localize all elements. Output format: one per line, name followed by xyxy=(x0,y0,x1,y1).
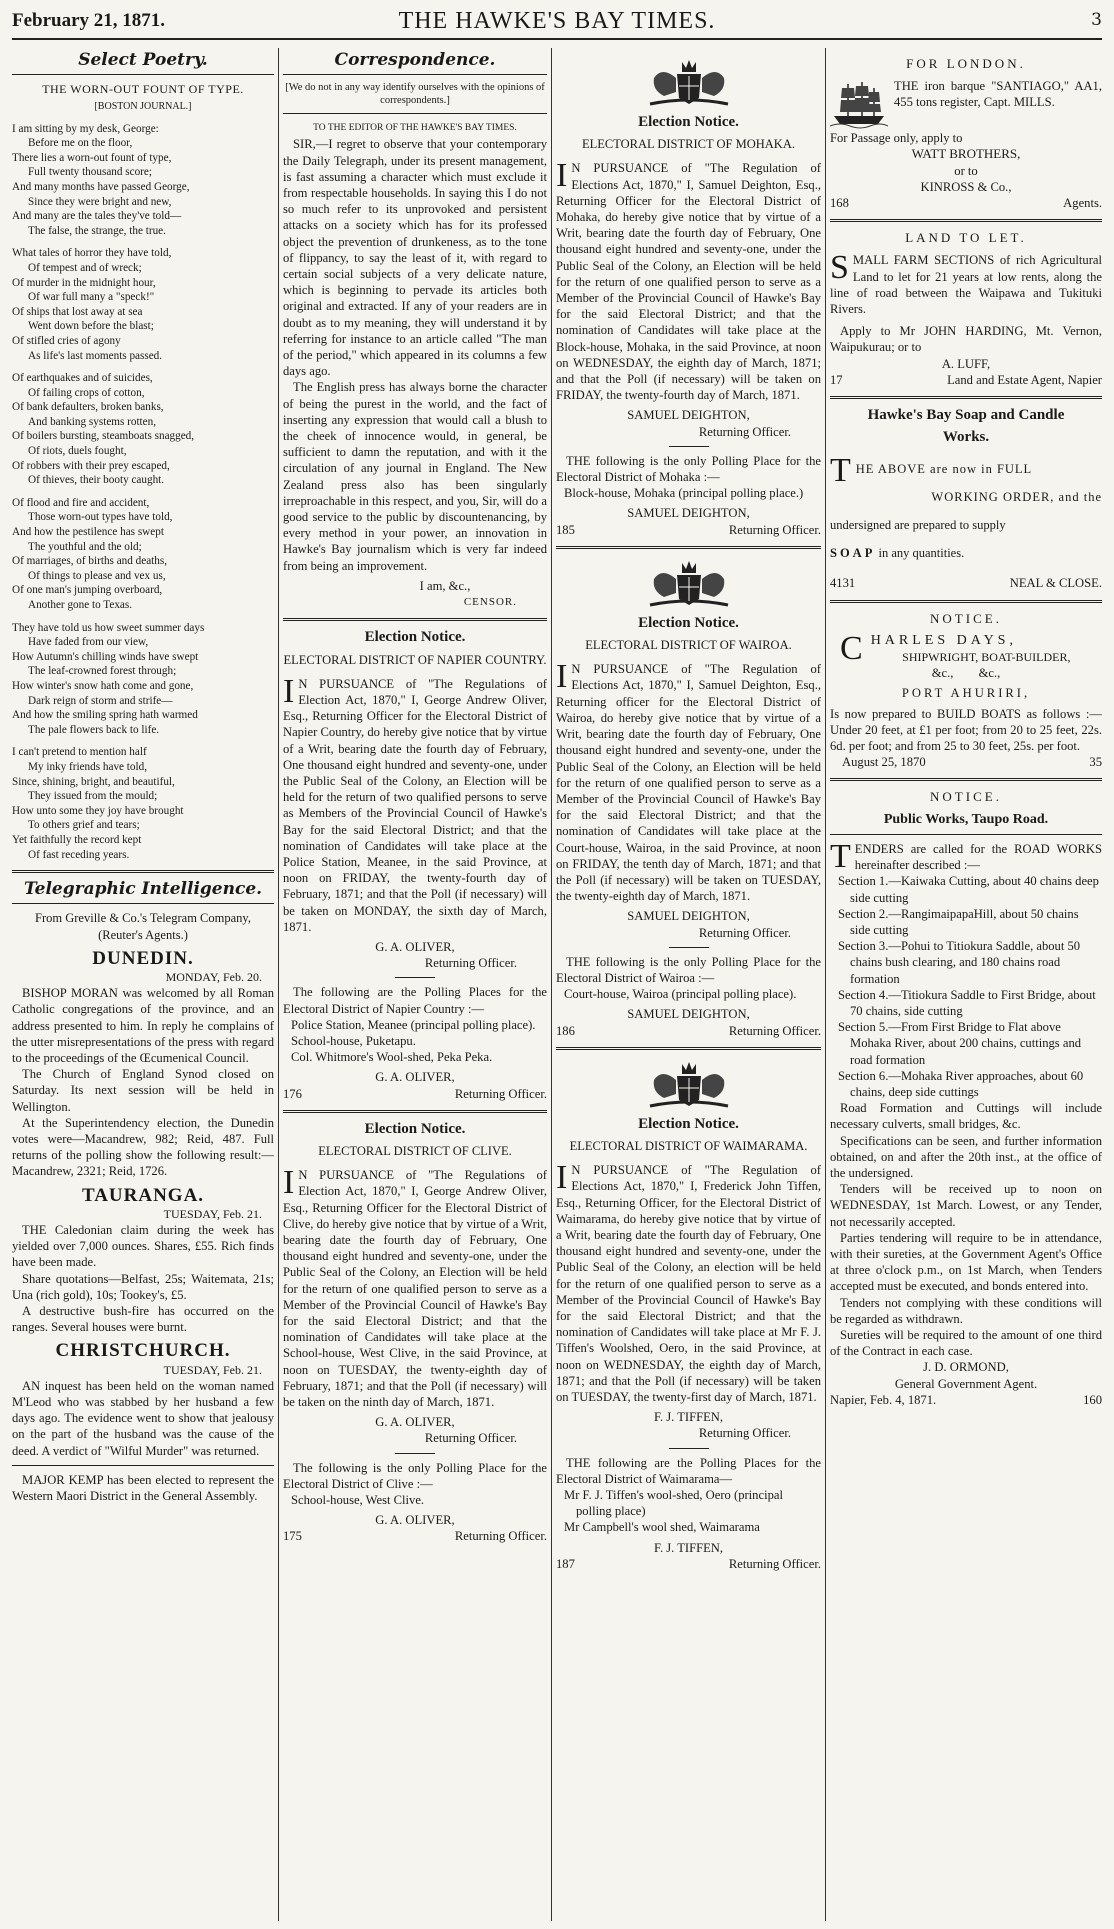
notice-district: ELECTORAL DISTRICT OF WAIROA. xyxy=(585,638,792,653)
mohaka-notice xyxy=(556,56,821,538)
notice-district: ELECTORAL DISTRICT OF CLIVE. xyxy=(318,1143,512,1158)
royal-crest-icon xyxy=(644,1058,734,1110)
tauranga-paragraph: A destructive bush-fire has occurred on the ranges. Several houses were burnt. xyxy=(12,1303,274,1335)
taupo-heading: NOTICE. xyxy=(930,789,1002,805)
poem-line: Since they were bright and new, xyxy=(28,195,172,208)
poem-line: How Autumn's chilling winds have swept xyxy=(12,650,199,663)
to-editor: TO THE EDITOR OF THE HAWKE'S BAY TIMES. xyxy=(313,123,517,134)
london-body: THE iron barque "SANTIAGO," AA1, 455 tons register, Capt. MILLS. xyxy=(894,79,1102,110)
column-rule xyxy=(825,48,826,1921)
poem-line: Since, shining, bright, and beautiful, xyxy=(12,775,175,788)
column-3 xyxy=(556,48,821,1921)
poem-line: Of one man's jumping overboard, xyxy=(12,584,163,597)
tauranga-heading: TAURANGA. xyxy=(81,1184,205,1206)
taupo-section: Section 6.—Mohaka River approaches, about 60 chains, deep side cuttings xyxy=(838,1068,1084,1099)
land-apply: Apply to Mr JOHN HARDING, Mt. Vernon, Waipukurau; or to xyxy=(830,324,1102,355)
page-number: 3 xyxy=(1091,10,1102,30)
taupo-role: General Government Agent. xyxy=(894,1376,1038,1391)
column-4 xyxy=(830,48,1102,1921)
notice-ref: 187 xyxy=(556,1556,575,1571)
poem-line: The false, the strange, the true. xyxy=(28,224,166,237)
land-ref: 17 xyxy=(830,372,843,387)
christchurch-news xyxy=(12,1378,274,1459)
notice-body: IN PURSUANCE of "The Regulation of Elections Act, 1870," I, Samuel Deighton, Esq., Returning officer for the Electoral District of Wairoa, do hereby give notice that by virtue of a Writ, bearing date the fourth day of February, One thousand eight hundred and seventy-one, under the Public Seal of the Colony, an Election will be held for the return of one qualified person to serve as a Member of the Provincial Council of Hawke's Bay for the said Electoral District; and that the nomination of Candidates will take place at the Court-house, Wairoa, in the said Province, at noon on FRIDAY, the tenth day of March, 1871; and that the Poll (if necessary) will be taken on TUESDAY, the twenty-eighth day of March, 1871. xyxy=(556,658,821,904)
notice-district: ELECTORAL DISTRICT OF WAIMARAMA. xyxy=(569,1138,808,1153)
christchurch-date: TUESDAY, Feb. 21. xyxy=(163,1362,262,1377)
land-body: SMALL FARM SECTIONS of rich Agricultural Land to let for 21 years at low rents, along the line of road between the Waipawa and Tukituki Rivers. xyxy=(830,249,1102,317)
taupo-paragraph: Parties tendering will require to be in attendance, with their sureties, at the Government Agent's Office at three o'clock p.m., on 1st March, when Tenders accepted must be executed, and bonds entered into. xyxy=(830,1230,1102,1294)
poem-line: Dark reign of storm and strife— xyxy=(28,694,173,707)
notice-signer-2: G. A. OLIVER, xyxy=(375,1070,455,1085)
column-2 xyxy=(283,48,547,1921)
days-place: PORT AHURIRI, xyxy=(901,686,1031,701)
soap-line-1: THE ABOVE are now in FULL xyxy=(830,452,1033,490)
poem-line: Of boilers bursting, steamboats snagged, xyxy=(12,430,195,443)
poem-line: Of flood and fire and accident, xyxy=(12,496,150,509)
poem-line: Of riots, duels fought, xyxy=(28,445,127,458)
notice-body: IN PURSUANCE of "The Regulations of Election Act, 1870," I, George Andrew Oliver, Esq., Returning Officer for the Electoral District of Clive, do hereby give notice that by virtue of a Writ, bearing date the fourth day of February, One thousand eight hundred and seventy-one, under the Public Seal of the Colony, an Election will be held for the return of one qualified person to serve as a Member of the Provincial Council of Hawke's Bay for the said Electoral District; and that the nomination of Candidates will take place at the School-house, West Clive, in the said Province, at noon on TUESDAY, the twenty-eighth day of February, 1871; and that the Poll (if necessary) will be taken on the ninth day of March, 1871. xyxy=(283,1164,547,1410)
notice-signer-2: G. A. OLIVER, xyxy=(375,1513,455,1528)
poem-line: As life's last moments passed. xyxy=(28,349,163,362)
taupo-section: Section 5.—From First Bridge to Flat above Mohaka River, about 200 chains, cuttings and road formation xyxy=(838,1020,1082,1067)
days-body: Is now prepared to BUILD BOATS as follows :—Under 20 feet, at £1 per foot; from 20 to 25 feet, 22s. 6d. per foot; and from 25 to 30 feet, 25s. per foot. xyxy=(830,706,1102,754)
poem-line: Of earthquakes and of suicides, xyxy=(12,372,153,385)
poem-line: My inky friends have told, xyxy=(28,760,148,773)
poem-line: Of thieves, their booty caught. xyxy=(28,474,165,487)
poem-line: How winter's snow hath come and gone, xyxy=(12,679,194,692)
taupo-section: Section 4.—Titiokura Saddle to First Bridge, about 70 chains, side cutting xyxy=(838,987,1096,1018)
poem-line: Of bank defaulters, broken banks, xyxy=(12,401,164,414)
notice-role: Returning Officer. xyxy=(698,424,791,439)
taupo-paragraph: Tenders will be received up to noon on WEDNESDAY, 1st March. Lowest, or any Tender, not necessarily accepted. xyxy=(830,1182,1102,1229)
dunedin-news xyxy=(12,985,274,1179)
poem-line: Of marriages, of births and deaths, xyxy=(12,555,168,568)
london-heading: FOR LONDON. xyxy=(906,56,1026,71)
land-luff: A. LUFF, xyxy=(941,356,991,371)
disclaimer: [We do not in any way identify ourselves with the opinions of correspondents.] xyxy=(285,82,545,107)
soap-heading-2: Works. xyxy=(942,429,990,446)
london-agents: Agents. xyxy=(1063,196,1102,211)
poem-line: The leaf-crowned forest through; xyxy=(28,665,177,678)
poem-line: There lies a worn-out fount of type, xyxy=(12,151,172,164)
notice-signer: SAMUEL DEIGHTON, xyxy=(627,909,750,924)
notice-role: Returning Officer. xyxy=(698,1426,791,1441)
ship-icon xyxy=(830,78,888,130)
notice-role: Returning Officer. xyxy=(698,925,791,940)
notice-body: IN PURSUANCE of "The Regulations of Election Act, 1870," I, George Andrew Oliver, Esq., Returning Officer for the Electoral District of Napier Country, do hereby give notice that by virtue of a Writ, bearing date the fourth day of February, One thousand eight hundred and seventy-one, under the Public Seal of the Colony, an Election will be held for the return of two qualified persons to serve as Members of the Provincial Council of Hawke's Bay for the said Electoral District; and that the nomination of Candidates will take place at the Police Station, Meanee, in the said Province, at noon on FRIDAY, the twenty-fourth day of February, 1871; and that the Poll (if necessary) will be taken on MONDAY, the sixth day of March, 1871. xyxy=(283,672,547,934)
letter-paragraph: The English press has always borne the character of being the purest in the world, and the fact of inserting any expression that would call a blush to the cheek of innocence would, in general, be sufficient to damn the reputation, and with it the circulation of any journal in England. The New Zealand press also has been singularly irreproachable in this respect, and you, Sir, will do a good service to the public by discountenancing, by every method in your power, an innovation in Hawke's Bay journalism which is very far indeed from being an improvement. xyxy=(283,380,547,573)
london-ref: 168 xyxy=(830,196,849,211)
poem-line: And banking systems rotten, xyxy=(28,415,157,428)
poem-line: They issued from the mould; xyxy=(28,790,158,803)
notice-heading: Election Notice. xyxy=(364,629,466,646)
dunedin-heading: DUNEDIN. xyxy=(92,947,194,969)
notice-district: ELECTORAL DISTRICT OF NAPIER COUNTRY. xyxy=(283,652,547,667)
soap-firm: NEAL & CLOSE. xyxy=(1009,576,1102,591)
telegram-source: From Greville & Co.'s Telegram Company, (Reuter's Agents.) xyxy=(35,911,251,942)
tauranga-news xyxy=(12,1222,274,1335)
notice-body: IN PURSUANCE of "The Regulation of Elections Act, 1870," I, Frederick John Tiffen, Esq., Returning Officer, for the Electoral District of Waimarama, do hereby give notice that by virtue of a Writ, bearing date the fourth day of February, One thousand eight hundred and seventy-one, under the Public Seal of the Colony, an election will be held for the return of one qualified person to serve as a Member of the Provincial Council of Hawke's Bay for the said Electoral District; and that the nomination of Candidates will take place at Mr F. J. Tiffen's Woolshed, Oero, in the said Province, at noon on WEDNESDAY, the eighth day of March, 1871; and that the Poll (if necessary) will be taken on TUESDAY, the twenty-first day of March, 1871. xyxy=(556,1159,821,1404)
notice-places-intro: THE following are the Polling Places for the Electoral District of Waimarama— xyxy=(556,1455,821,1486)
soap-ref: 4131 xyxy=(830,576,856,591)
land-luff-role: Land and Estate Agent, Napier xyxy=(947,372,1102,387)
notice-role-2: Returning Officer. xyxy=(454,1529,547,1544)
soap-heading: Hawke's Bay Soap and Candle xyxy=(867,407,1065,424)
poem-line: Of robbers with their prey escaped, xyxy=(12,459,170,472)
poem-stanza xyxy=(12,371,274,488)
days-ref: 35 xyxy=(1089,755,1102,770)
clive-notice xyxy=(283,1121,547,1545)
notice-body: IN PURSUANCE of "The Regulation of Elections Act, 1870," I, Samuel Deighton, Esq., Returning Officer for the Electoral District of Mohaka, do hereby give notice that by virtue of a Writ, bearing date the fourth day of February, One thousand eight hundred and seventy-one, under the Public Seal of the Colony, an Election will be held for the return of one qualified person to serve as a Member of the Provincial Council of Hawke's Bay for the said Electoral District; and that the nomination of Candidates will take place at the Block-house, Mohaka, in the said Province, at noon on WEDNESDAY, the eighth day of March, 1871; and that the Poll (if necessary) will be taken on FRIDAY, the twenty-fourth day of March, 1871. xyxy=(556,157,821,403)
waimarama-notice xyxy=(556,1058,821,1572)
notice-signer-2: F. J. TIFFEN, xyxy=(653,1540,724,1555)
notice-ref: 175 xyxy=(283,1529,302,1544)
polling-place: Court-house, Wairoa (principal polling place). xyxy=(564,987,797,1002)
poem-line: They have told us how sweet summer days xyxy=(12,621,205,634)
notice-role-2: Returning Officer. xyxy=(728,522,821,537)
poem-line: Before me on the floor, xyxy=(28,137,133,150)
dunedin-paragraph: BISHOP MORAN was welcomed by all Roman Catholic congregations of the province, and an address presented to him. In reply he complains of the utter misrepresentations of the press with regard to the proceedings of the Œcumenical Council. xyxy=(12,986,274,1065)
soap-line-2: WORKING ORDER, and the xyxy=(931,490,1102,505)
poem-line: And how the pestilence has swept xyxy=(12,526,164,539)
taupo-paragraph: Tenders not complying with these conditions will be regarded as withdrawn. xyxy=(830,1295,1102,1326)
poem-stanza xyxy=(12,745,274,862)
soap-word: SOAP xyxy=(830,546,876,561)
notice-heading: Election Notice. xyxy=(638,614,739,631)
dunedin-paragraph: At the Superintendency election, the Dunedin votes were—Macandrew, 982; Reid, 487. Full returns of the polling show the following result:—Macandrew, 2321; Reid, 1726. xyxy=(12,1115,274,1179)
taupo-paras xyxy=(830,1100,1102,1359)
taupo-section: Section 2.—RangimaipapaHill, about 50 chains side cutting xyxy=(838,906,1079,937)
royal-crest-icon xyxy=(644,557,734,609)
notice-places-intro: THE following is the only Polling Place for the Electoral District of Mohaka :— xyxy=(556,453,821,485)
poem-line: The pale flowers back to life. xyxy=(28,723,160,736)
column-1 xyxy=(12,48,274,1921)
notice-signer: F. J. TIFFEN, xyxy=(653,1410,724,1425)
poem-stanza xyxy=(12,621,274,738)
notice-places-intro: The following are the Polling Places for the Electoral District of Napier Country :— xyxy=(283,985,547,1016)
london-or: or to xyxy=(954,163,978,178)
poem-line: What tales of horror they have told, xyxy=(12,247,172,260)
polling-place: Police Station, Meanee (principal polling place). xyxy=(291,1017,536,1032)
poem-line: And many months have passed George, xyxy=(12,180,190,193)
land-heading: LAND TO LET. xyxy=(905,230,1027,246)
london-agent-2: KINROSS & Co., xyxy=(920,179,1012,194)
poem-line: Of murder in the midnight hour, xyxy=(12,276,156,289)
taupo-paragraph: Road Formation and Cuttings will include necessary culverts, small bridges, &c. xyxy=(830,1101,1102,1132)
letter-body xyxy=(283,136,547,573)
days-heading: NOTICE. xyxy=(930,610,1002,626)
taupo-sections xyxy=(830,873,1102,1100)
tauranga-date: TUESDAY, Feb. 21. xyxy=(163,1206,262,1221)
polling-place: Block-house, Mohaka (principal polling place.) xyxy=(564,486,804,501)
column-rule xyxy=(278,48,279,1921)
poem-title: THE WORN-OUT FOUNT OF TYPE. xyxy=(42,82,244,97)
poem-line: I can't pretend to mention half xyxy=(12,746,147,759)
correspondence-header: Correspondence. xyxy=(334,50,496,70)
masthead xyxy=(12,6,1102,40)
taupo-date: Napier, Feb. 4, 1871. xyxy=(830,1392,937,1407)
tauranga-paragraph: THE Caledonian claim during the week has yielded over 7,000 ounces. Shares, £55. Rich finds have been made. xyxy=(12,1222,274,1270)
taupo-signer: J. D. ORMOND, xyxy=(923,1360,1009,1375)
taupo-section: Section 3.—Pohui to Titiokura Saddle, about 50 chains bush clearing, and 180 chains road formation xyxy=(838,939,1081,986)
days-trade: SHIPWRIGHT, BOAT-BUILDER, xyxy=(902,650,1071,665)
london-agent-1: WATT BROTHERS, xyxy=(911,146,1021,162)
polling-place: Mr Campbell's wool shed, Waimarama xyxy=(564,1520,760,1535)
poem-stanza xyxy=(12,246,274,363)
polling-place: School-house, Puketapu. xyxy=(291,1033,416,1048)
taupo-section: Section 1.—Kaiwaka Cutting, about 40 chains deep side cutting xyxy=(838,874,1099,905)
poem-source: [BOSTON JOURNAL.] xyxy=(94,101,192,113)
notice-heading: Election Notice. xyxy=(364,1120,466,1137)
polling-place: Mr F. J. Tiffen's wool-shed, Oero (principal polling place) xyxy=(564,1488,783,1519)
notice-district: ELECTORAL DISTRICT OF MOHAKA. xyxy=(582,137,795,152)
poem-line: Went down before the blast; xyxy=(28,320,154,333)
notice-ref: 176 xyxy=(283,1086,302,1101)
poem-line: Of ships that lost away at sea xyxy=(12,305,143,318)
taupo-paragraph: Sureties will be required to the amount of one third of the Contract in each case. xyxy=(830,1327,1102,1359)
soap-line-4: in any quantities. xyxy=(878,546,965,561)
telegraphic-header: Telegraphic Intelligence. xyxy=(23,879,263,900)
poetry-header: Select Poetry. xyxy=(78,50,208,70)
notice-heading: Election Notice. xyxy=(638,1115,739,1132)
napier-notice xyxy=(283,629,547,1101)
notice-role: Returning Officer. xyxy=(424,956,517,971)
poem-line: The youthful and the old; xyxy=(28,540,142,553)
poem-line: And many are the tales they've told— xyxy=(12,210,182,223)
notice-heading: Election Notice. xyxy=(638,114,739,130)
notice-places-intro: THE following is the only Polling Place for the Electoral District of Wairoa :— xyxy=(556,954,821,985)
poem xyxy=(12,122,274,863)
tauranga-paragraph: Share quotations—Belfast, 25s; Waitemata, 21s; Una (rich gold), 10s; Tookey's, £5. xyxy=(12,1271,274,1302)
letter-paragraph: SIR,—I regret to observe that your contemporary the Daily Telegraph, under its present management, is fast assuming a character which must exclude it from respectable households. In saying this I do not so much refer to its unprovoked and persistent attacks on a society which has for its professed object the prevention of drunkeness, as to the tone of flippancy, to say the least of it, with regard to certain social subjects of a very delicate nature, which is beginning to pervade its articles both original and extracted. If any of your readers are in doubt as to my meaning, they will understand it by referring for instance to an article called "The man of the period," which appeared in its columns a few days ago. xyxy=(283,137,547,379)
poem-line: Of things to please and vex us, xyxy=(28,569,166,582)
notice-signer-2: SAMUEL DEIGHTON, xyxy=(627,1007,750,1022)
soap-line-3: undersigned are prepared to supply xyxy=(830,518,1006,533)
poem-line: To others grief and tears; xyxy=(28,819,140,832)
dunedin-date: MONDAY, Feb. 20. xyxy=(165,969,262,984)
notice-role-2: Returning Officer. xyxy=(454,1086,547,1101)
poem-line: Another gone to Texas. xyxy=(28,599,133,612)
christchurch-paragraph: AN inquest has been held on the woman named M'Leod who was stabbed by her husband a few days ago. The evidence went to show that jealousy on the part of the husband was the cause of the deed. A verdict of "Wilful Murder" was returned. xyxy=(12,1378,274,1458)
letter-closing: I am, &c., xyxy=(419,578,471,593)
kemp-news: MAJOR KEMP has been elected to represent the Western Maori District in the General Assembly. xyxy=(12,1472,274,1504)
london-passage: For Passage only, apply to xyxy=(830,131,963,146)
days-name: CHARLES DAYS, xyxy=(840,629,1017,667)
poem-line: Of failing crops of cotton, xyxy=(28,386,145,399)
notice-places-intro: The following is the only Polling Place for the Electoral District of Clive :— xyxy=(283,1460,547,1491)
poem-line: Of war full many a "speck!" xyxy=(28,291,155,304)
notice-role-2: Returning Officer. xyxy=(728,1023,821,1038)
poem-line: Full twenty thousand score; xyxy=(28,166,152,179)
taupo-sub: Public Works, Taupo Road. xyxy=(883,811,1049,827)
poem-stanza xyxy=(12,496,274,613)
poem-line: And how the smiling spring hath warmed xyxy=(12,709,198,722)
dunedin-paragraph: The Church of England Synod closed on Saturday. Its next session will be held in Wellington. xyxy=(12,1067,274,1114)
notice-signer: G. A. OLIVER, xyxy=(375,939,455,954)
poem-line: Have faded from our view, xyxy=(28,636,149,649)
poem-line: Those worn-out types have told, xyxy=(28,511,173,524)
taupo-ref: 160 xyxy=(1083,1392,1102,1407)
poem-line: How unto some they joy have brought xyxy=(12,804,184,817)
days-date: August 25, 1870 xyxy=(842,755,926,770)
newspaper-title: THE HAWKE'S BAY TIMES. xyxy=(398,8,716,34)
letter-signature: CENSOR. xyxy=(463,596,517,609)
column-rule xyxy=(551,48,552,1921)
poem-line: Of tempest and of wreck; xyxy=(28,261,142,274)
notice-ref: 186 xyxy=(556,1023,575,1038)
notice-ref: 185 xyxy=(556,522,575,537)
poem-stanza xyxy=(12,122,274,239)
notice-signer-2: SAMUEL DEIGHTON, xyxy=(627,506,750,521)
poem-line: Yet faithfully the record kept xyxy=(12,833,142,846)
issue-date: February 21, 1871. xyxy=(12,10,166,31)
wairoa-notice xyxy=(556,557,821,1039)
polling-place: School-house, West Clive. xyxy=(291,1493,425,1508)
taupo-intro: TENDERS are called for the ROAD WORKS hereinafter described :— xyxy=(830,837,1102,875)
royal-crest-icon xyxy=(644,56,734,108)
poem-line: Of stifled cries of agony xyxy=(12,334,121,347)
notice-signer: SAMUEL DEIGHTON, xyxy=(627,408,750,423)
notice-signer: G. A. OLIVER, xyxy=(375,1415,455,1430)
christchurch-heading: CHRISTCHURCH. xyxy=(55,1340,231,1362)
notice-role: Returning Officer. xyxy=(424,1431,517,1446)
taupo-paragraph: Specifications can be seen, and further information obtained, on and after the 20th inst., at the office of the undersigned. xyxy=(830,1133,1102,1180)
days-etc: &c., &c., xyxy=(931,666,1001,681)
notice-role-2: Returning Officer. xyxy=(728,1556,821,1571)
poem-line: Of fast receding years. xyxy=(28,848,130,861)
poem-line: I am sitting by my desk, George: xyxy=(12,122,159,135)
polling-place: Col. Whitmore's Wool-shed, Peka Peka. xyxy=(291,1050,493,1065)
